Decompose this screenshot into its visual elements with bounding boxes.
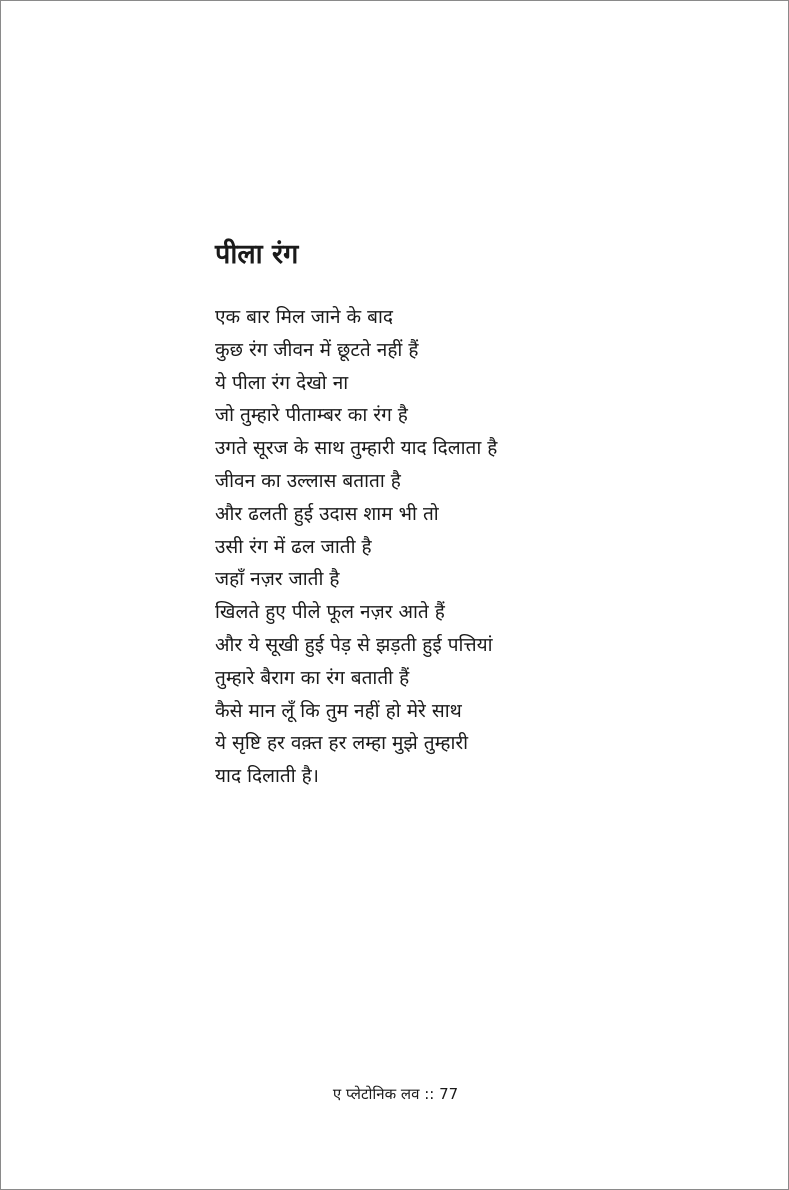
poem-line: कैसे मान लूँ कि तुम नहीं हो मेरे साथ — [215, 699, 462, 722]
footer-book-title: ए प्लेटोनिक लव — [332, 1085, 420, 1103]
poem-line: याद दिलाती है। — [215, 765, 319, 788]
page-number: 77 — [439, 1085, 459, 1103]
poem-title: पीला रंग — [215, 239, 299, 270]
poem-line: एक बार मिल जाने के बाद — [215, 306, 394, 328]
poem-line: जो तुम्हारे पीताम्बर का रंग है — [215, 404, 408, 427]
poem-line: और ये सूखी हुई पेड़ से झड़ती हुई पत्तियां — [215, 633, 493, 656]
poem-line: और ढलती हुई उदास शाम भी तो — [215, 502, 439, 525]
poem-line: कुछ रंग जीवन में छूटते नहीं हैं — [215, 338, 419, 361]
footer-separator: :: — [424, 1085, 435, 1103]
poem-line: उसी रंग में ढल जाती है — [215, 535, 372, 558]
poem-line: तुम्हारे बैराग का रंग बताती हैं — [215, 666, 410, 689]
poem-line: खिलते हुए पीले फूल नज़र आते हैं — [215, 601, 445, 624]
poem-line: ये पीला रंग देखो ना — [215, 371, 349, 394]
poem-line: ये सृष्टि हर वक़्त हर लम्हा मुझे तुम्हारी — [215, 732, 469, 755]
poem-body — [215, 301, 497, 793]
page-footer — [1, 1082, 789, 1106]
poem-line: जहाँ नज़र जाती है — [215, 568, 340, 591]
poem-line: उगते सूरज के साथ तुम्हारी याद दिलाता है — [215, 437, 498, 460]
poem-line: जीवन का उल्लास बताता है — [215, 469, 401, 492]
